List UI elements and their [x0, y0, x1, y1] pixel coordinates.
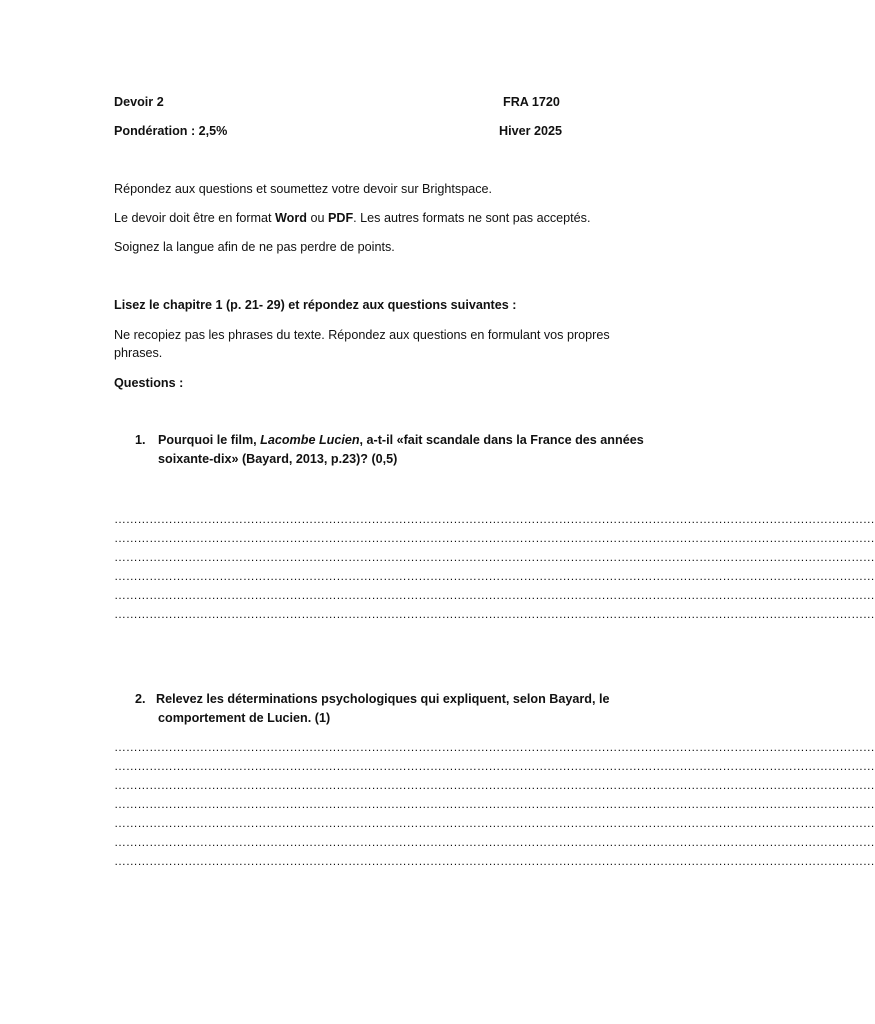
answer-line-q1-2: ……………………………………………………………………………………………………………………………………………………………………………: [114, 531, 875, 545]
answer-line-q2-5: ……………………………………………………………………………………………………………………………………………………………………………: [114, 816, 875, 830]
format-word: Word: [275, 211, 307, 225]
question-2-line1: Relevez les déterminations psychologiques qui expliquent, selon Bayard, le: [156, 692, 610, 706]
question-1-text-a: Pourquoi le film,: [158, 433, 261, 447]
answer-line-q1-3: ……………………………………………………………………………………………………………………………………………………………………………: [114, 550, 875, 564]
course-code: FRA 1720: [503, 95, 560, 109]
reading-heading: Lisez le chapitre 1 (p. 21- 29) et répondez aux questions suivantes :: [114, 298, 517, 312]
assignment-title: Devoir 2: [114, 95, 164, 109]
term-label: Hiver 2025: [499, 124, 563, 138]
weight-label: Pondération : 2,5%: [114, 124, 228, 138]
questions-heading: Questions :: [114, 376, 184, 390]
answer-line-q2-3: ……………………………………………………………………………………………………………………………………………………………………………: [114, 778, 875, 792]
format-text-pre: Le devoir doit être en format: [114, 211, 276, 225]
answer-line-q1-6: ……………………………………………………………………………………………………………………………………………………………………………: [114, 607, 875, 621]
format-pdf: PDF: [327, 211, 354, 225]
answer-line-q1-4: ……………………………………………………………………………………………………………………………………………………………………………: [114, 569, 875, 583]
answer-line-q2-1: ……………………………………………………………………………………………………………………………………………………………………………: [114, 740, 875, 754]
reading-note-line1: Ne recopiez pas les phrases du texte. Répondez aux questions en formulant vos propres: [114, 328, 610, 342]
instruction-submit: Répondez aux questions et soumettez votre devoir sur Brightspace.: [114, 182, 493, 196]
question-1-film-title: Lacombe Lucien: [260, 433, 360, 447]
answer-line-q2-2: ……………………………………………………………………………………………………………………………………………………………………………: [114, 759, 875, 773]
answer-line-q2-6: ……………………………………………………………………………………………………………………………………………………………………………: [114, 835, 875, 849]
question-1-line1: [158, 431, 644, 449]
question-1-number: 1.: [135, 433, 146, 447]
question-2-number: 2.: [135, 692, 146, 706]
question-1-text-b: , a-t-il «fait scandale dans la France des années: [359, 433, 644, 447]
question-2-line2: comportement de Lucien. (1): [158, 711, 331, 725]
answer-line-q1-5: ……………………………………………………………………………………………………………………………………………………………………………: [114, 588, 875, 602]
instruction-language: Soignez la langue afin de ne pas perdre de points.: [114, 240, 395, 254]
reading-note-line2: phrases.: [114, 346, 163, 360]
answer-line-q2-4: ……………………………………………………………………………………………………………………………………………………………………………: [114, 797, 875, 811]
answer-line-q1-1: ……………………………………………………………………………………………………………………………………………………………………………: [114, 512, 875, 526]
format-text-post: . Les autres formats ne sont pas acceptés.: [353, 211, 591, 225]
instruction-format: [114, 209, 590, 227]
format-text-mid: ou: [306, 211, 328, 225]
answer-line-q2-7: ……………………………………………………………………………………………………………………………………………………………………………: [114, 854, 875, 868]
question-1-line2: soixante-dix» (Bayard, 2013, p.23)? (0,5): [158, 452, 398, 466]
